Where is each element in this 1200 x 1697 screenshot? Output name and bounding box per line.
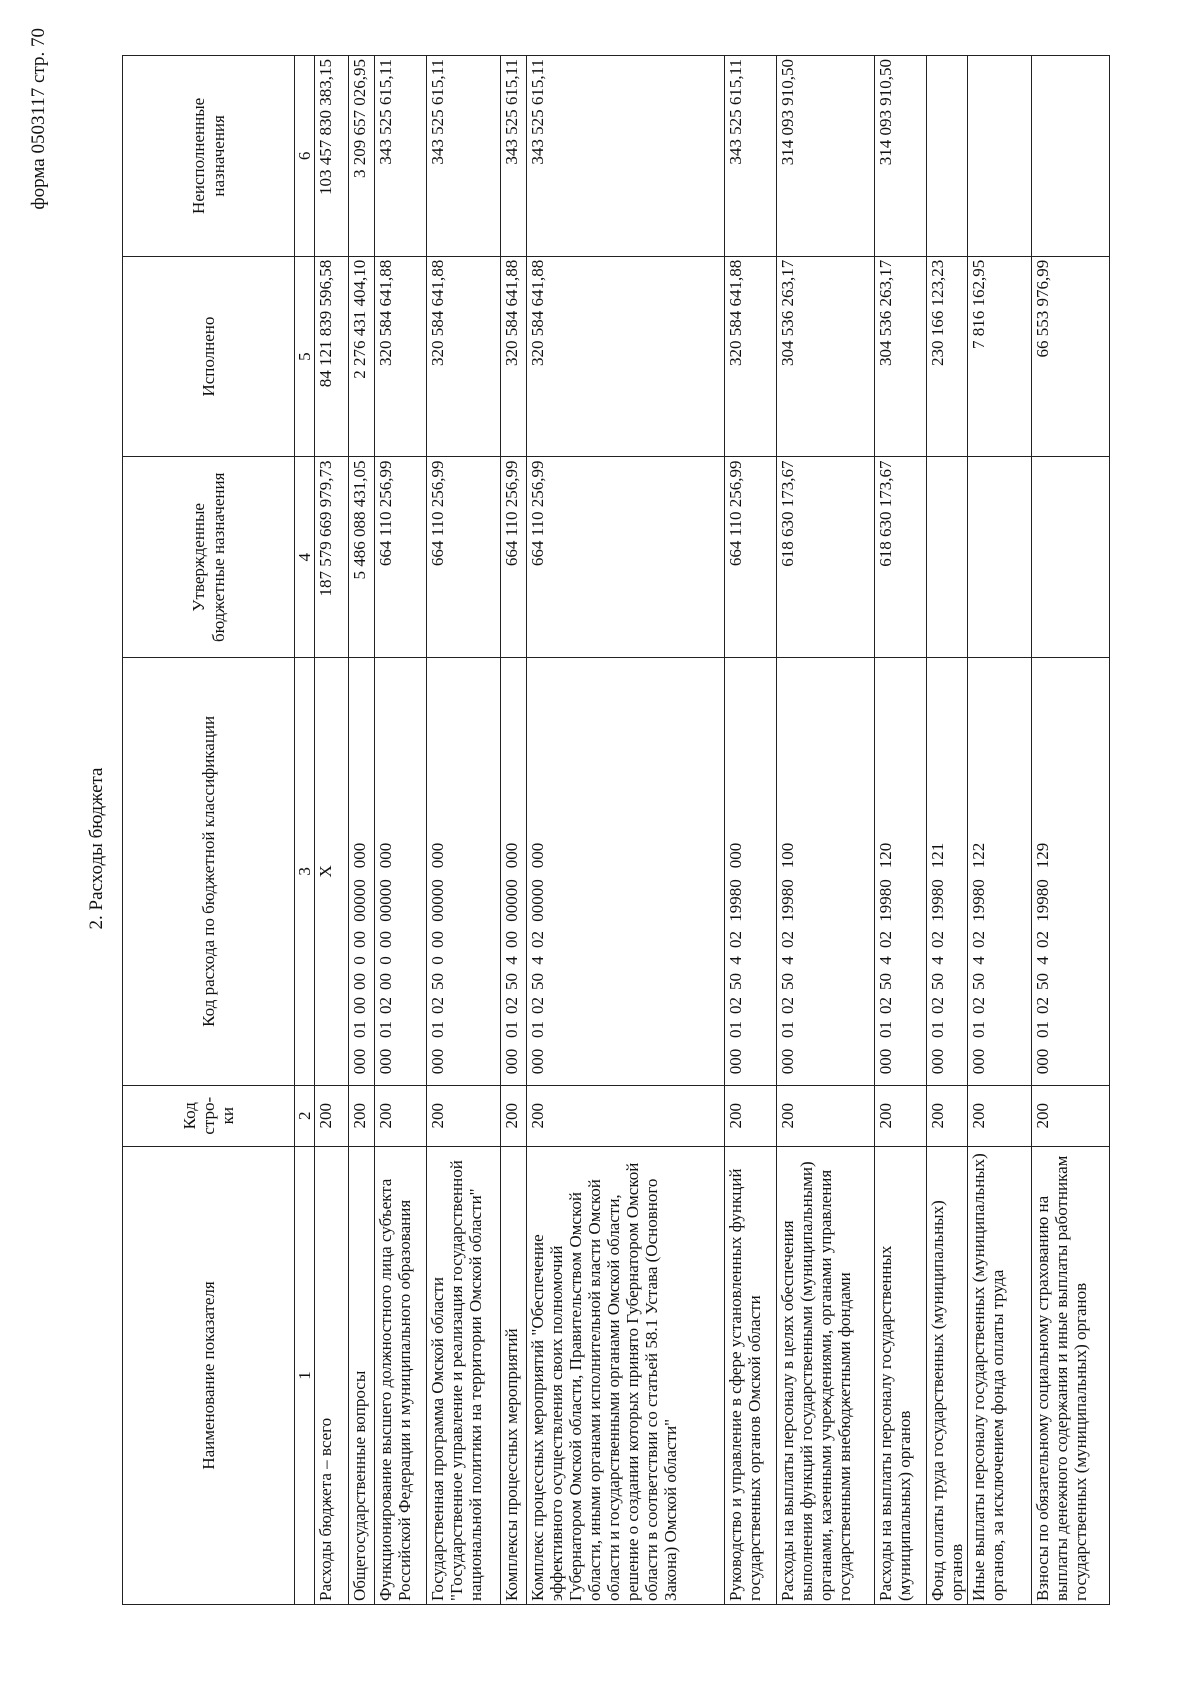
- table-body: [315, 56, 1110, 1605]
- row-name: Расходы бюджета – всего: [315, 1146, 349, 1604]
- row-name: Общегосударственные вопросы: [349, 1146, 375, 1604]
- row-approved: 664 110 256,99: [501, 457, 527, 658]
- table-row: [725, 56, 777, 1605]
- column-number-row: [295, 56, 315, 1605]
- row-line-code: 200: [777, 1085, 875, 1146]
- code-segment: 01: [350, 1021, 370, 1039]
- code-segment: 02: [428, 997, 448, 1015]
- expenses-table: [122, 55, 1110, 1605]
- code-segment: 01: [428, 1021, 448, 1039]
- code-segment: 01: [778, 1021, 798, 1039]
- code-segment: 000: [350, 842, 370, 869]
- code-segment: 50: [778, 973, 798, 991]
- row-executed: 320 584 641,88: [527, 256, 725, 457]
- row-line-code: 200: [501, 1085, 527, 1146]
- row-executed: 304 536 263,17: [875, 256, 927, 457]
- code-segment: 00000: [528, 879, 548, 922]
- code-segment: 19980: [726, 879, 746, 922]
- code-segment: 4: [1033, 956, 1053, 965]
- table-row: [968, 56, 1032, 1605]
- row-executed: 320 584 641,88: [375, 256, 427, 457]
- code-segment: 000: [376, 842, 396, 869]
- row-unexecuted: 343 525 615,11: [501, 56, 527, 257]
- code-segment: 02: [969, 931, 989, 949]
- code-segment: 19980: [969, 879, 989, 922]
- row-class-code: [375, 658, 427, 1085]
- row-name: Расходы на выплаты персоналу в целях обеспечения выполнения функций государственными (муниципальными) органами, казенными учреждениями, органами управления государственными внебюджетными фондами: [777, 1146, 875, 1604]
- form-number: форма 0503117 стр. 70: [28, 28, 49, 210]
- row-line-code: 200: [927, 1085, 968, 1146]
- code-segment: 01: [528, 1021, 548, 1039]
- row-approved: 187 579 669 979,73: [315, 457, 349, 658]
- row-line-code: 200: [1032, 1085, 1110, 1146]
- code-segment: 000: [428, 1048, 448, 1075]
- code-segment: 02: [778, 997, 798, 1015]
- row-executed: 7 816 162,95: [968, 256, 1032, 457]
- row-approved: 618 630 173,67: [777, 457, 875, 658]
- code-segment: 4: [876, 956, 896, 965]
- code-segment: 02: [876, 997, 896, 1015]
- table-row: [349, 56, 375, 1605]
- row-class-code: [725, 658, 777, 1085]
- code-segment: 0: [428, 956, 448, 965]
- code-segment: 000: [528, 842, 548, 869]
- code-segment: 02: [528, 931, 548, 949]
- row-class-code: [968, 658, 1032, 1085]
- row-unexecuted: [927, 56, 968, 257]
- column-number: 3: [295, 658, 315, 1085]
- row-name: Государственная программа Омской области "Государственное управление и реализация государственной национальной политики на территории Омской области": [427, 1146, 501, 1604]
- row-executed: 84 121 839 596,58: [315, 256, 349, 457]
- row-executed: 320 584 641,88: [501, 256, 527, 457]
- header-class-code: Код расхода по бюджетной классификации: [123, 658, 295, 1085]
- row-unexecuted: 103 457 830 383,15: [315, 56, 349, 257]
- code-segment: 02: [928, 997, 948, 1015]
- row-executed: 2 276 431 404,10: [349, 256, 375, 457]
- row-class-code: [1032, 658, 1110, 1085]
- code-segment: 02: [928, 931, 948, 949]
- row-unexecuted: 343 525 615,11: [725, 56, 777, 257]
- row-name: Расходы на выплаты персоналу государственных (муниципальных) органов: [875, 1146, 927, 1604]
- row-unexecuted: [1032, 56, 1110, 257]
- code-segment: 01: [969, 1021, 989, 1039]
- code-segment: 50: [1033, 973, 1053, 991]
- row-class-code: [527, 658, 725, 1085]
- row-approved: [968, 457, 1032, 658]
- code-segment: 4: [778, 956, 798, 965]
- code-segment: 000: [969, 1048, 989, 1075]
- code-segment: 50: [726, 973, 746, 991]
- code-segment: 00000: [350, 879, 370, 922]
- code-segment: 01: [876, 1021, 896, 1039]
- code-segment: 02: [1033, 997, 1053, 1015]
- code-segment: 00: [350, 997, 370, 1015]
- row-approved: 664 110 256,99: [725, 457, 777, 658]
- code-segment: 19980: [876, 879, 896, 922]
- row-unexecuted: 314 093 910,50: [875, 56, 927, 257]
- code-segment: 100: [778, 842, 798, 869]
- row-line-code: 200: [375, 1085, 427, 1146]
- column-number: 2: [295, 1085, 315, 1146]
- code-segment: 00000: [502, 879, 522, 922]
- code-segment: 02: [726, 997, 746, 1015]
- section-title: 2. Расходы бюджета: [86, 767, 107, 930]
- code-segment: 000: [428, 842, 448, 869]
- row-line-code: 200: [875, 1085, 927, 1146]
- row-class-code: [315, 658, 349, 1085]
- code-segment: 4: [502, 956, 522, 965]
- row-approved: 664 110 256,99: [375, 457, 427, 658]
- code-segment: 4: [969, 956, 989, 965]
- code-segment: 120: [876, 842, 896, 869]
- row-unexecuted: [968, 56, 1032, 257]
- code-segment: 19980: [778, 879, 798, 922]
- code-segment: 000: [350, 1048, 370, 1075]
- code-segment: 00: [502, 931, 522, 949]
- code-segment: 50: [428, 973, 448, 991]
- row-approved: 618 630 173,67: [875, 457, 927, 658]
- code-segment: 000: [528, 1048, 548, 1075]
- table-row: [375, 56, 427, 1605]
- code-segment: 02: [528, 997, 548, 1015]
- row-executed: 320 584 641,88: [427, 256, 501, 457]
- code-segment: 50: [502, 973, 522, 991]
- row-approved: 5 486 088 431,05: [349, 457, 375, 658]
- row-unexecuted: 3 209 657 026,95: [349, 56, 375, 257]
- table-row: [427, 56, 501, 1605]
- row-line-code: 200: [349, 1085, 375, 1146]
- header-row: [123, 56, 295, 1605]
- code-segment: 19980: [1033, 879, 1053, 922]
- code-segment: 000: [502, 1048, 522, 1075]
- code-segment: 000: [1033, 1048, 1053, 1075]
- row-class-code: [875, 658, 927, 1085]
- code-segment: 0: [376, 956, 396, 965]
- row-unexecuted: 343 525 615,11: [427, 56, 501, 257]
- row-executed: 230 166 123,23: [927, 256, 968, 457]
- row-executed: 304 536 263,17: [777, 256, 875, 457]
- code-segment: 4: [928, 956, 948, 965]
- row-unexecuted: 343 525 615,11: [375, 56, 427, 257]
- header-line-code: Код стро-ки: [123, 1085, 295, 1146]
- table-row: [875, 56, 927, 1605]
- code-segment: 02: [376, 997, 396, 1015]
- code-segment: 01: [376, 1021, 396, 1039]
- row-class-code: [927, 658, 968, 1085]
- row-name: Фонд оплаты труда государственных (муниципальных) органов: [927, 1146, 968, 1604]
- row-class-code: [349, 658, 375, 1085]
- code-segment: 000: [726, 842, 746, 869]
- table-row: [527, 56, 725, 1605]
- table-row: [501, 56, 527, 1605]
- row-approved: [1032, 457, 1110, 658]
- code-segment: 00: [350, 931, 370, 949]
- header-approved: Утвержденные бюджетные назначения: [123, 457, 295, 658]
- code-segment: 01: [928, 1021, 948, 1039]
- row-line-code: 200: [527, 1085, 725, 1146]
- column-number: 4: [295, 457, 315, 658]
- column-number: 6: [295, 56, 315, 257]
- row-line-code: 200: [968, 1085, 1032, 1146]
- code-segment: 02: [876, 931, 896, 949]
- code-segment: 00: [376, 973, 396, 991]
- code-x-mark: X: [316, 865, 336, 878]
- code-segment: 50: [876, 973, 896, 991]
- code-segment: 129: [1033, 842, 1053, 869]
- code-segment: 02: [502, 997, 522, 1015]
- code-segment: 00: [428, 931, 448, 949]
- table-row: [315, 56, 349, 1605]
- row-line-code: 200: [315, 1085, 349, 1146]
- row-line-code: 200: [427, 1085, 501, 1146]
- row-name: Комплексы процессных мероприятий: [501, 1146, 527, 1604]
- code-segment: 01: [726, 1021, 746, 1039]
- code-segment: 000: [876, 1048, 896, 1075]
- code-segment: 50: [928, 973, 948, 991]
- row-name: Иные выплаты персоналу государственных (муниципальных) органов, за исключением фонда оплаты труда: [968, 1146, 1032, 1604]
- row-approved: 664 110 256,99: [527, 457, 725, 658]
- code-segment: 000: [726, 1048, 746, 1075]
- header-unexecuted: Неисполненные назначения: [123, 56, 295, 257]
- row-executed: 320 584 641,88: [725, 256, 777, 457]
- code-segment: 122: [969, 842, 989, 869]
- code-segment: 00: [376, 931, 396, 949]
- code-segment: 00: [350, 973, 370, 991]
- row-class-code: [501, 658, 527, 1085]
- column-number: 5: [295, 256, 315, 457]
- code-segment: 01: [1033, 1021, 1053, 1039]
- code-segment: 000: [502, 842, 522, 869]
- row-executed: 66 553 976,99: [1032, 256, 1110, 457]
- code-segment: 02: [778, 931, 798, 949]
- code-segment: 02: [726, 931, 746, 949]
- header-name: Наименование показателя: [123, 1146, 295, 1604]
- header-executed: Исполнено: [123, 256, 295, 457]
- table-row: [1032, 56, 1110, 1605]
- row-name: Комплекс процессных мероприятий "Обеспечение эффективного осуществления своих полномочий Губернатором Омской области, Правительством Омской области, иными органами исполнительной власти Омской области и государственными органами Омской области, решение о создании которых принято Губернатором Омской области в соответствии со статьей 58.1 Устава (Основного Закона) Омской области": [527, 1146, 725, 1604]
- row-name: Взносы по обязательному социальному страхованию на выплаты денежного содержания и иные выплаты работникам государственных (муниципальных) органов: [1032, 1146, 1110, 1604]
- row-name: Руководство и управление в сфере установленных функций государственных органов Омской области: [725, 1146, 777, 1604]
- code-segment: 0: [350, 956, 370, 965]
- code-segment: 4: [726, 956, 746, 965]
- code-segment: 02: [969, 997, 989, 1015]
- code-segment: 000: [928, 1048, 948, 1075]
- code-segment: 19980: [928, 879, 948, 922]
- row-approved: 664 110 256,99: [427, 457, 501, 658]
- code-segment: 4: [528, 956, 548, 965]
- code-segment: 00000: [376, 879, 396, 922]
- column-number: 1: [295, 1146, 315, 1604]
- table-row: [777, 56, 875, 1605]
- code-segment: 50: [528, 973, 548, 991]
- code-segment: 000: [376, 1048, 396, 1075]
- row-line-code: 200: [725, 1085, 777, 1146]
- code-segment: 00000: [428, 879, 448, 922]
- row-name: Функционирование высшего должностного лица субъекта Российской Федерации и муниципального образования: [375, 1146, 427, 1604]
- code-segment: 50: [969, 973, 989, 991]
- row-unexecuted: 314 093 910,50: [777, 56, 875, 257]
- row-class-code: [427, 658, 501, 1085]
- code-segment: 121: [928, 842, 948, 869]
- code-segment: 000: [778, 1048, 798, 1075]
- code-segment: 01: [502, 1021, 522, 1039]
- row-unexecuted: 343 525 615,11: [527, 56, 725, 257]
- table-row: [927, 56, 968, 1605]
- code-segment: 02: [1033, 931, 1053, 949]
- row-class-code: [777, 658, 875, 1085]
- row-approved: [927, 457, 968, 658]
